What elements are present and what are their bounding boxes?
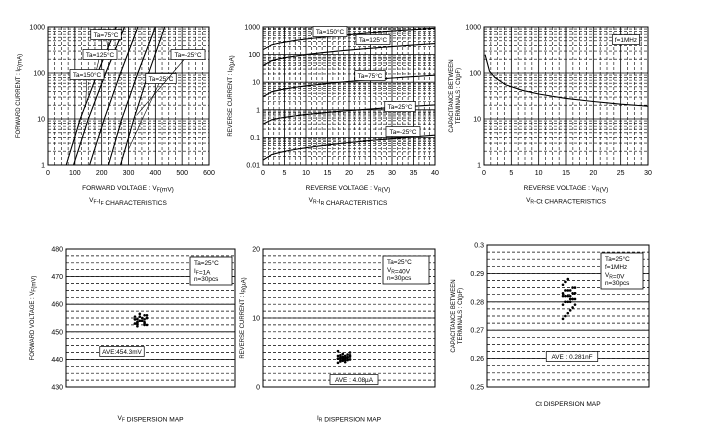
data-point xyxy=(569,295,572,298)
data-point xyxy=(337,362,340,365)
x-tick-label: 10 xyxy=(534,170,543,177)
data-point xyxy=(136,322,139,325)
y-tick-label: 480 xyxy=(51,246,63,254)
info-text: Ta=25°C xyxy=(194,260,219,267)
y-tick-label: 0.27 xyxy=(470,327,484,335)
x-tick-label: 600 xyxy=(203,170,215,177)
data-point xyxy=(146,314,149,317)
average-label: AVE : 0.281nF xyxy=(551,354,593,361)
data-point xyxy=(146,324,149,327)
y-tick-label: 20 xyxy=(252,246,260,254)
data-point xyxy=(141,319,144,322)
x-tick-label: 35 xyxy=(409,170,418,177)
y-tick-label: 470 xyxy=(51,274,63,282)
y-axis-label: REVERSE CURRENT : $I_R(\mu A)$ xyxy=(240,277,248,359)
data-point xyxy=(339,356,342,359)
data-point xyxy=(349,358,352,361)
data-point xyxy=(574,286,577,289)
data-point xyxy=(134,322,137,325)
data-point xyxy=(564,315,567,318)
y-tick-label: 1000 xyxy=(244,24,260,32)
data-point xyxy=(349,354,352,357)
info-text: Ta=25°C xyxy=(605,256,630,263)
x-tick-label: 0 xyxy=(261,170,265,177)
annotation-label: f=1MHz xyxy=(614,37,638,44)
x-axis-label: REVERSE VOLTAGE : $V_R(V)$ xyxy=(523,185,609,194)
data-point xyxy=(339,359,342,362)
series-label: Ta=75°C xyxy=(357,73,383,80)
data-point xyxy=(342,355,345,358)
chart-title: $V_R-I_R$ CHARACTERISTICS xyxy=(308,197,388,207)
info-text: $V_R=40V$ xyxy=(387,267,410,276)
y-tick-label: 0.3 xyxy=(474,242,484,250)
y-axis-label: CAPACITANCE BETWEEN xyxy=(451,279,457,353)
y-tick-label: 0.28 xyxy=(470,299,484,307)
y-tick-label: 1 xyxy=(41,162,45,170)
chart-ct-dispersion xyxy=(451,243,649,409)
chart-ir-dispersion xyxy=(240,247,435,424)
chart-vf-if xyxy=(16,25,215,208)
series-label: Ta=-25°C xyxy=(174,52,202,59)
series-label: Ta=125°C xyxy=(85,52,115,59)
y-axis-label: REVERSE CURRENT : $I_R(\mu A)$ xyxy=(228,55,236,137)
y-tick-label: 100 xyxy=(33,70,45,78)
x-tick-label: 10 xyxy=(302,170,310,177)
x-tick-label: 40 xyxy=(431,170,439,177)
average-label: AVE : 4.08µA xyxy=(334,377,374,384)
data-point xyxy=(139,319,142,322)
x-tick-label: 30 xyxy=(388,170,396,177)
data-point xyxy=(349,351,352,354)
chart-title: $V_R-Ct$ CHARACTERISTICS xyxy=(526,197,606,206)
y-tick-label: 0.26 xyxy=(470,356,484,364)
data-point xyxy=(569,289,572,292)
data-point xyxy=(567,289,570,292)
data-point xyxy=(569,298,572,301)
data-point xyxy=(564,301,567,304)
y-tick-label: 0.25 xyxy=(470,384,484,392)
data-point xyxy=(143,321,146,324)
y-tick-label: 10 xyxy=(252,315,260,323)
data-point xyxy=(571,298,574,301)
x-tick-label: 15 xyxy=(323,170,332,177)
y-tick-label: 0 xyxy=(256,384,260,392)
data-point xyxy=(564,289,567,292)
chart-title: $V_F-I_F$ CHARACTERISTICS xyxy=(89,197,167,207)
data-point xyxy=(346,359,349,362)
data-point xyxy=(146,317,149,320)
info-text: $V_R=0V$ xyxy=(605,272,625,281)
x-tick-label: 20 xyxy=(589,170,598,177)
data-point xyxy=(562,292,565,295)
data-point xyxy=(346,353,349,356)
data-point xyxy=(139,313,142,316)
chart-title: $I_R$ DISPERSION MAP xyxy=(316,415,382,424)
chart-vr-ct xyxy=(449,25,652,206)
x-tick-label: 15 xyxy=(562,170,570,177)
series-label: Ta=25°C xyxy=(387,104,413,111)
y-tick-label: 10 xyxy=(252,79,260,87)
info-text: n=30pcs xyxy=(387,275,412,282)
x-tick-label: 20 xyxy=(345,170,353,177)
x-tick-label: 30 xyxy=(644,170,652,177)
series-label: Ta=150°C xyxy=(72,72,102,79)
series-label: Ta=25°C xyxy=(148,76,174,83)
data-point xyxy=(139,315,142,318)
chart-title: $V_F$ DISPERSION MAP xyxy=(117,415,184,424)
data-point xyxy=(143,314,146,317)
series-label: Ta=125°C xyxy=(358,37,388,44)
data-point xyxy=(134,315,137,318)
x-tick-label: 25 xyxy=(366,170,375,177)
y-axis-label: FORWARD VOLTAGE : $V_F(mV)$ xyxy=(30,275,38,361)
x-tick-label: 500 xyxy=(176,170,189,177)
data-point xyxy=(574,303,577,306)
y-tick-label: 440 xyxy=(51,356,63,364)
x-tick-label: 5 xyxy=(282,170,287,177)
data-point xyxy=(562,295,565,298)
data-point xyxy=(141,317,144,320)
data-point xyxy=(574,298,577,301)
chart-title: Ct DISPERSION MAP xyxy=(535,401,601,408)
series-label: Ta=-25°C xyxy=(389,129,417,136)
y-tick-label: 1 xyxy=(256,107,260,115)
data-point xyxy=(564,281,567,284)
y-axis-label: CAPACITANCE BETWEEN xyxy=(449,59,455,133)
x-axis-label: REVERSE VOLTAGE : $V_R(V)$ xyxy=(305,185,391,194)
y-tick-label: 0.29 xyxy=(470,270,484,278)
y-tick-label: 1 xyxy=(477,162,481,170)
data-point xyxy=(567,312,570,315)
y-tick-label: 1000 xyxy=(465,24,481,32)
y-axis-label: TERMINALS : Ct(pF) xyxy=(456,67,462,125)
data-point xyxy=(337,355,340,358)
chart-vr-ir xyxy=(228,25,439,208)
x-tick-label: 400 xyxy=(149,170,162,177)
info-text: n=30pcs xyxy=(194,276,219,283)
y-tick-label: 10 xyxy=(473,116,481,124)
y-axis-label: FORWARD CURRENT : $I_F(mA)$ xyxy=(16,53,24,139)
data-point xyxy=(571,286,574,289)
data-point xyxy=(337,350,340,353)
data-point xyxy=(567,295,570,298)
x-tick-label: 0 xyxy=(482,170,486,177)
data-point xyxy=(562,303,565,306)
x-tick-label: 200 xyxy=(95,170,108,177)
data-point xyxy=(342,353,345,356)
x-tick-label: 25 xyxy=(616,170,625,177)
x-tick-label: 5 xyxy=(509,170,514,177)
data-point xyxy=(567,301,570,304)
chart-vf-dispersion xyxy=(30,247,235,424)
series-label: Ta=150°C xyxy=(315,29,345,36)
y-tick-label: 10 xyxy=(37,116,45,124)
data-point xyxy=(571,292,574,295)
data-point xyxy=(562,318,565,321)
info-text: n=30pcs xyxy=(605,280,630,287)
info-text: Ta=25°C xyxy=(387,259,412,266)
x-tick-label: 0 xyxy=(46,170,50,177)
info-text: $I_F=1A$ xyxy=(194,268,211,277)
data-point xyxy=(574,292,577,295)
data-point xyxy=(569,301,572,304)
y-tick-label: 100 xyxy=(469,70,481,78)
y-tick-label: 450 xyxy=(51,329,63,337)
data-point xyxy=(569,309,572,312)
data-point xyxy=(143,324,146,327)
average-label: AVE:454.3mV xyxy=(102,349,142,356)
data-point xyxy=(562,283,565,286)
data-point xyxy=(344,357,347,360)
data-point xyxy=(134,318,137,321)
y-tick-label: 460 xyxy=(51,301,63,309)
data-point xyxy=(344,361,347,364)
y-tick-label: 1000 xyxy=(29,24,45,32)
info-text: f=1MHz xyxy=(605,264,628,271)
data-point xyxy=(342,358,345,361)
data-point xyxy=(571,306,574,309)
y-tick-label: 0.01 xyxy=(246,162,260,170)
data-point xyxy=(567,278,570,281)
data-point xyxy=(143,318,146,321)
x-axis-label: FORWARD VOLTAGE : $V_F(mV)$ xyxy=(82,185,174,194)
x-tick-label: 300 xyxy=(122,170,135,177)
data-point xyxy=(337,357,340,360)
x-tick-label: 100 xyxy=(68,170,81,177)
y-tick-label: 0.1 xyxy=(250,134,260,142)
data-point xyxy=(136,325,139,328)
data-point xyxy=(346,356,349,359)
y-axis-label: TERMINALS : Ct(pF) xyxy=(458,287,464,345)
y-tick-label: 100 xyxy=(248,52,260,60)
data-point xyxy=(136,318,139,321)
series-label: Ta=75°C xyxy=(93,32,119,39)
data-point xyxy=(564,295,567,298)
y-tick-label: 430 xyxy=(51,384,63,392)
